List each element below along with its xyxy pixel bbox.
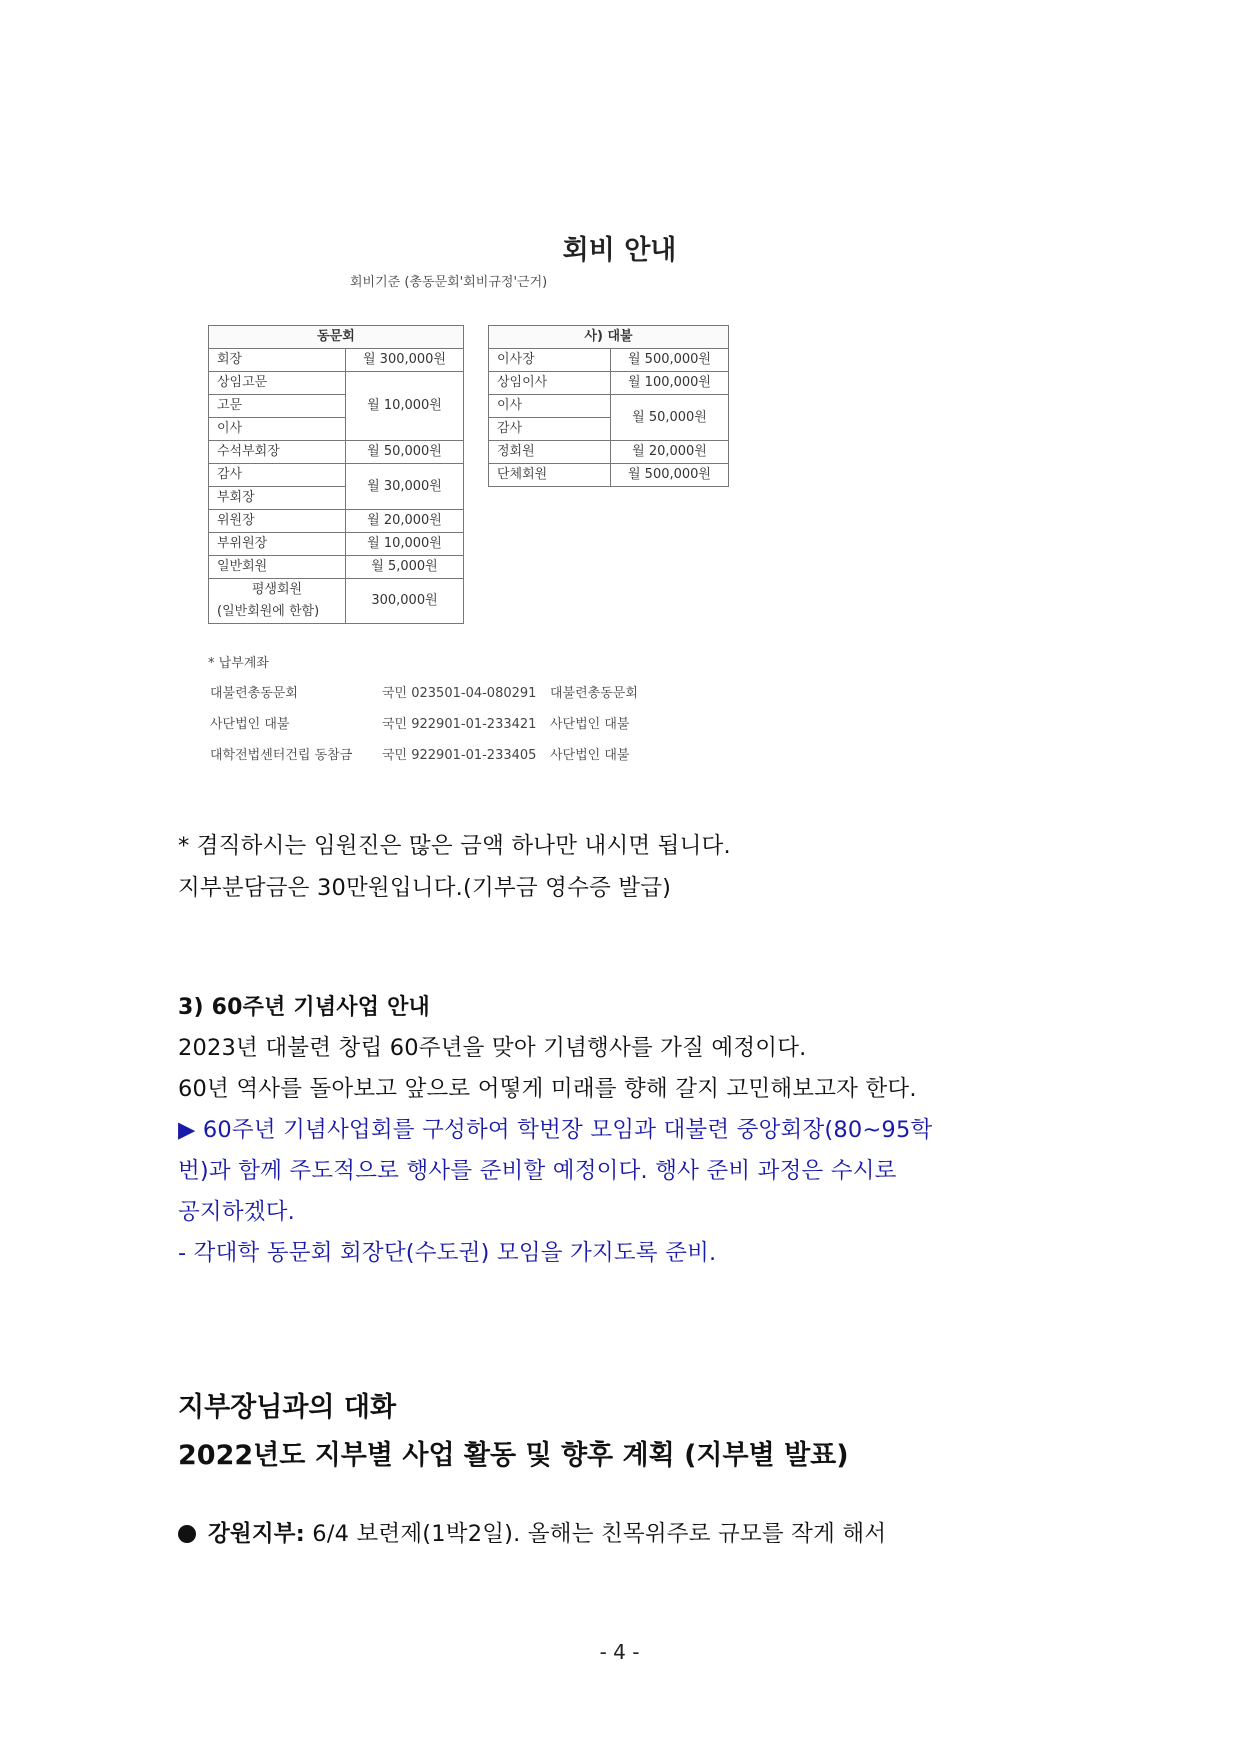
alumni-table-header: 동문회 (209, 326, 464, 349)
plan-line: ▶ 60주년 기념사업회를 구성하여 학번장 모임과 대불련 중앙회장(80~95학 (178, 1117, 933, 1143)
table-row (489, 464, 729, 487)
role-cell: 정회원 (489, 441, 611, 464)
concurrent-note: * 겸직하시는 임원진은 많은 금액 하나만 내시면 됩니다. (178, 833, 731, 859)
plan-line: 공지하겠다. (178, 1199, 296, 1225)
role-cell: 일반회원 (209, 556, 346, 579)
table-row (489, 372, 729, 395)
section-heading: 3) 60주년 기념사업 안내 (178, 995, 430, 1020)
account-number: 국민 922901-01-233405 (382, 748, 537, 763)
amount-cell: 월 20,000원 (611, 441, 729, 464)
table-row (209, 579, 464, 624)
amount-cell: 월 30,000원 (346, 464, 464, 510)
accounts-label: * 납부계좌 (208, 656, 269, 671)
role-cell: 이사장 (489, 349, 611, 372)
account-name: 대학전법센터건립 동참금 (210, 748, 353, 763)
account-holder: 사단법인 대불 (550, 748, 630, 763)
table-row (489, 441, 729, 464)
amount-cell: 월 500,000원 (611, 464, 729, 487)
role-cell: 수석부회장 (209, 441, 346, 464)
account-holder: 대불련총동문회 (550, 686, 638, 701)
paragraph-line: 60년 역사를 돌아보고 앞으로 어떻게 미래를 향해 갈지 고민해보고자 한다. (178, 1076, 917, 1102)
role-cell: 부위원장 (209, 533, 346, 556)
account-number: 국민 922901-01-233421 (382, 717, 537, 732)
amount-cell: 월 500,000원 (611, 349, 729, 372)
amount-cell: 월 5,000원 (346, 556, 464, 579)
page-number: - 4 - (599, 1640, 640, 1664)
account-name: 대불련총동문회 (210, 686, 298, 701)
role-cell: 상임이사 (489, 372, 611, 395)
paragraph-line: 2023년 대불련 창립 60주년을 맞아 기념행사를 가질 예정이다. (178, 1035, 807, 1061)
amount-cell: 월 20,000원 (346, 510, 464, 533)
amount-cell: 월 50,000원 (611, 395, 729, 441)
account-row (210, 682, 638, 701)
fee-notice-subtitle: 회비기준 (총동문회'회비규정'근거) (350, 275, 548, 290)
role-cell: 부회장 (209, 487, 346, 510)
branch-text: 6/4 보련제(1박2일). 올해는 친목위주로 규모를 작게 해서 (304, 1521, 887, 1547)
role-cell: 고문 (209, 395, 346, 418)
amount-cell: 300,000원 (346, 579, 464, 624)
alumni-fee-table (208, 325, 464, 624)
role-cell: 감사 (489, 418, 611, 441)
amount-cell: 월 50,000원 (346, 441, 464, 464)
table-row (209, 533, 464, 556)
table-row (209, 349, 464, 372)
branch-contribution-note: 지부분담금은 30만원입니다.(기부금 영수증 발급) (178, 875, 672, 901)
foundation-fee-table (488, 325, 729, 487)
account-name: 사단법인 대불 (210, 717, 290, 732)
role-cell: 상임고문 (209, 372, 346, 395)
table-row (489, 349, 729, 372)
role-cell: 감사 (209, 464, 346, 487)
lifetime-member-note: (일반회원에 한함) (217, 604, 320, 619)
amount-cell: 월 300,000원 (346, 349, 464, 372)
role-cell: 단체회원 (489, 464, 611, 487)
lifetime-member-label: 평생회원 (251, 582, 303, 597)
table-row (209, 441, 464, 464)
account-number: 국민 023501-04-080291 (382, 686, 537, 701)
branch-label: 강원지부: (208, 1521, 305, 1547)
table-row (209, 372, 464, 395)
branch-item (178, 1516, 886, 1548)
amount-cell: 월 100,000원 (611, 372, 729, 395)
account-holder: 사단법인 대불 (550, 717, 630, 732)
bullet-icon (178, 1525, 196, 1543)
amount-cell: 월 10,000원 (346, 372, 464, 441)
fee-notice-title: 회비 안내 (562, 235, 677, 266)
foundation-table-header: 사) 대불 (489, 326, 729, 349)
amount-cell: 월 10,000원 (346, 533, 464, 556)
role-cell: 위원장 (209, 510, 346, 533)
table-row (489, 395, 729, 418)
account-row (210, 744, 629, 763)
role-cell: 이사 (209, 418, 346, 441)
plan-line: 번)과 함께 주도적으로 행사를 준비할 예정이다. 행사 준비 과정은 수시로 (178, 1158, 897, 1184)
branch-plan-heading: 2022년도 지부별 사업 활동 및 향후 계획 (지부별 발표) (178, 1440, 849, 1471)
table-row (209, 556, 464, 579)
account-row (210, 713, 629, 732)
role-cell: 이사 (489, 395, 611, 418)
table-row (209, 510, 464, 533)
role-cell (209, 579, 346, 624)
role-cell: 회장 (209, 349, 346, 372)
table-row (209, 464, 464, 487)
plan-line: - 각대학 동문회 회장단(수도권) 모임을 가지도록 준비. (178, 1240, 717, 1266)
dialogue-heading: 지부장님과의 대화 (178, 1392, 397, 1423)
